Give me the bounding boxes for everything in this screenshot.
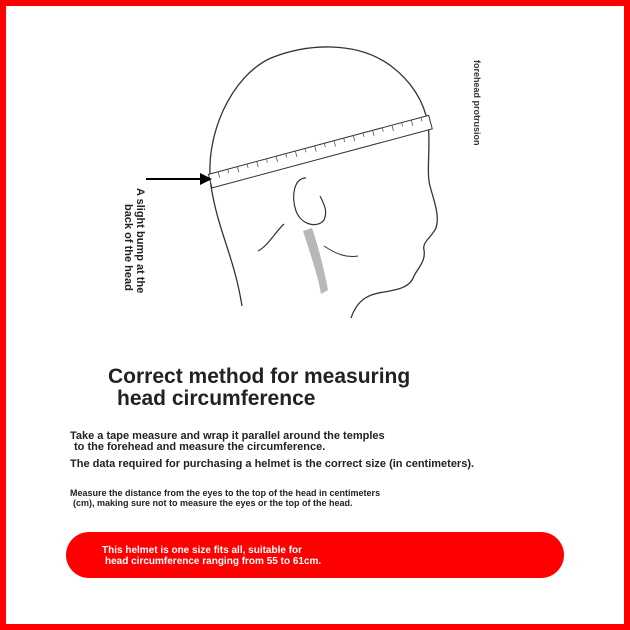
ear-outline — [294, 178, 326, 225]
forehead-protrusion-label: forehead protrusion — [472, 60, 482, 146]
title-line-1: Correct method for measuring — [108, 365, 411, 388]
instruction-size-data: The data required for purchasing a helmet is the correct size (in centimeters). — [70, 458, 475, 470]
size-notice-text: This helmet is one size fits all, suitable for head circumference ranging from 55 to 61cm. — [102, 545, 322, 567]
instruction-measure-distance: Measure the distance from the eyes to the top of the head in centimeters (cm), making sure not to measure the eyes or the top of the head. — [70, 488, 381, 508]
size-notice-banner — [66, 532, 564, 578]
neck-shading — [303, 228, 328, 294]
measuring-tape — [208, 115, 432, 188]
jaw-outline — [324, 246, 358, 257]
title-line-2: head circumference — [117, 387, 316, 410]
neck-outline — [258, 224, 284, 251]
head-measurement-illustration — [6, 6, 624, 346]
back-of-head-label: A slight bump at the back of the head — [122, 188, 146, 294]
page-title — [108, 366, 410, 410]
tape-band — [208, 115, 432, 188]
instruction-wrap-tape: Take a tape measure and wrap it parallel around the temples to the forehead and measure the circumference. — [70, 430, 385, 453]
